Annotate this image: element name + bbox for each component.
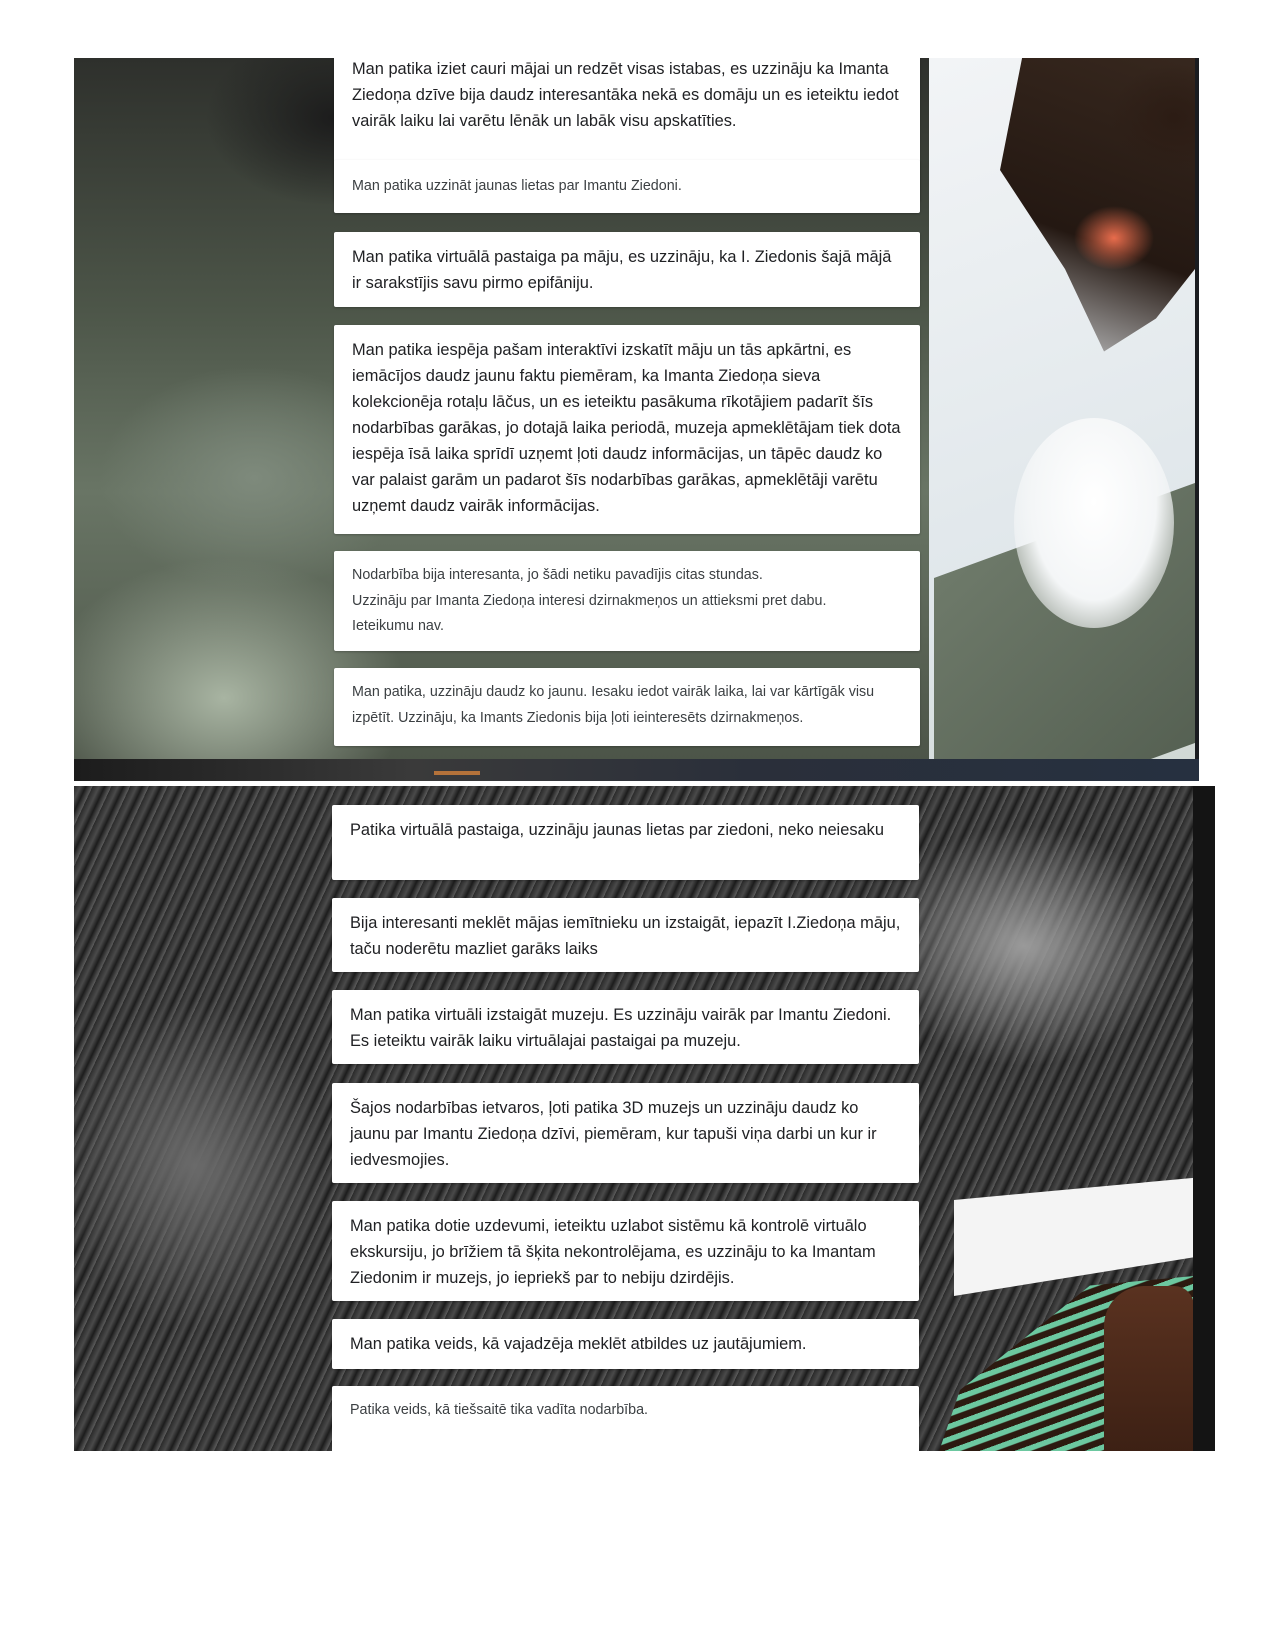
scroll-indicator	[434, 771, 480, 775]
response-text: Man patika iespēja pašam interaktīvi izskatīt māju un tās apkārtni, es iemācījos daudz jaunu faktu piemēram, ka Imanta Ziedoņa sieva kolekcionēja rotaļu lāčus, un es ieteiktu pasākuma rīkotājiem padarīt šīs nodarbības garākas, jo dotajā laika periodā, muzeja apmeklētājam tiek dota iespēja īsā laika sprīdī uzņemt ļoti daudz informācijas, un tāpēc daudz ko var palaist garām un padarot šīs nodarbības garākas, apmeklētāji varētu uzņemt daudz vairāk informācijas.	[352, 341, 901, 515]
response-card	[334, 668, 920, 746]
response-card	[334, 325, 920, 534]
response-card	[332, 1201, 919, 1301]
response-text: Man patika, uzzināju daudz ko jaunu. Iesaku iedot vairāk laika, lai var kārtīgāk visu izpētīt. Uzzināju, ka Imants Ziedonis bija ļoti ieinteresēts dzirnakmeņos.	[352, 684, 875, 726]
response-card	[334, 160, 920, 213]
response-text: Bija interesanti meklēt mājas iemītnieku un izstaigāt, iepazīt I.Ziedoņa māju, taču noderētu mazliet garāks laiks	[350, 914, 901, 958]
response-card	[332, 1319, 919, 1369]
response-card	[334, 551, 920, 651]
response-text: Man patika iziet cauri mājai un redzēt visas istabas, es uzzināju ka Imanta Ziedoņa dzīve bija daudz interesantāka nekā es domāju un es ieteiktu iedot vairāk laiku lai varētu lēnāk un labāk visu apskatīties.	[352, 60, 899, 130]
bottom-toolbar	[74, 759, 1199, 781]
white-butterfly-image	[1014, 418, 1174, 628]
window-edge	[1195, 58, 1199, 781]
response-text-line: Ieteikumu nav.	[352, 618, 444, 634]
response-text: Patika virtuālā pastaiga, uzzināju jaunas lietas par ziedoni, neko neiesaku	[350, 821, 884, 839]
response-text: Man patika virtuālā pastaiga pa māju, es uzzināju, ka I. Ziedonis šajā mājā ir sarakstījis savu pirmo epifāniju.	[352, 248, 892, 292]
response-card	[332, 898, 919, 972]
response-card	[332, 990, 919, 1064]
response-card	[332, 1386, 919, 1451]
response-text: Šajos nodarbības ietvaros, ļoti patika 3D muzejs un uzzināju daudz ko jaunu par Imantu Ziedoņa dzīvi, piemēram, kur tapuši viņa darbi un kur ir iedvesmojies.	[350, 1099, 877, 1169]
response-text: Patika veids, kā tiešsaitē tika vadīta nodarbība.	[350, 1402, 649, 1418]
response-text-line: Uzzināju par Imanta Ziedoņa interesi dzirnakmeņos un attieksmi pret dabu.	[352, 592, 827, 609]
moth-body-image	[1104, 1286, 1194, 1451]
response-card	[332, 805, 919, 880]
response-text-line: Nodarbība bija interesanta, jo šādi netiku pavadījis citas stundas.	[352, 567, 763, 583]
response-text: Man patika virtuāli izstaigāt muzeju. Es uzzināju vairāk par Imantu Ziedoni. Es ieteiktu vairāk laiku virtuālajai pastaigai pa muzeju.	[350, 1006, 892, 1050]
response-text: Man patika veids, kā vajadzēja meklēt atbildes uz jautājumiem.	[350, 1335, 807, 1353]
response-card	[332, 1083, 919, 1183]
response-text: Man patika uzzināt jaunas lietas par Imantu Ziedoni.	[352, 178, 682, 194]
screenshot-top	[74, 58, 1199, 781]
screenshot-bottom	[74, 786, 1215, 1451]
window-edge	[1193, 786, 1215, 1451]
response-text: Man patika dotie uzdevumi, ieteiktu uzlabot sistēmu kā kontrolē virtuālo ekskursiju, jo brīžiem tā šķita nekontrolējama, es uzzināju to ka Imantam Ziedonim ir muzejs, jo iepriekš par to nebiju dzirdējis.	[350, 1217, 876, 1287]
response-card	[334, 232, 920, 307]
